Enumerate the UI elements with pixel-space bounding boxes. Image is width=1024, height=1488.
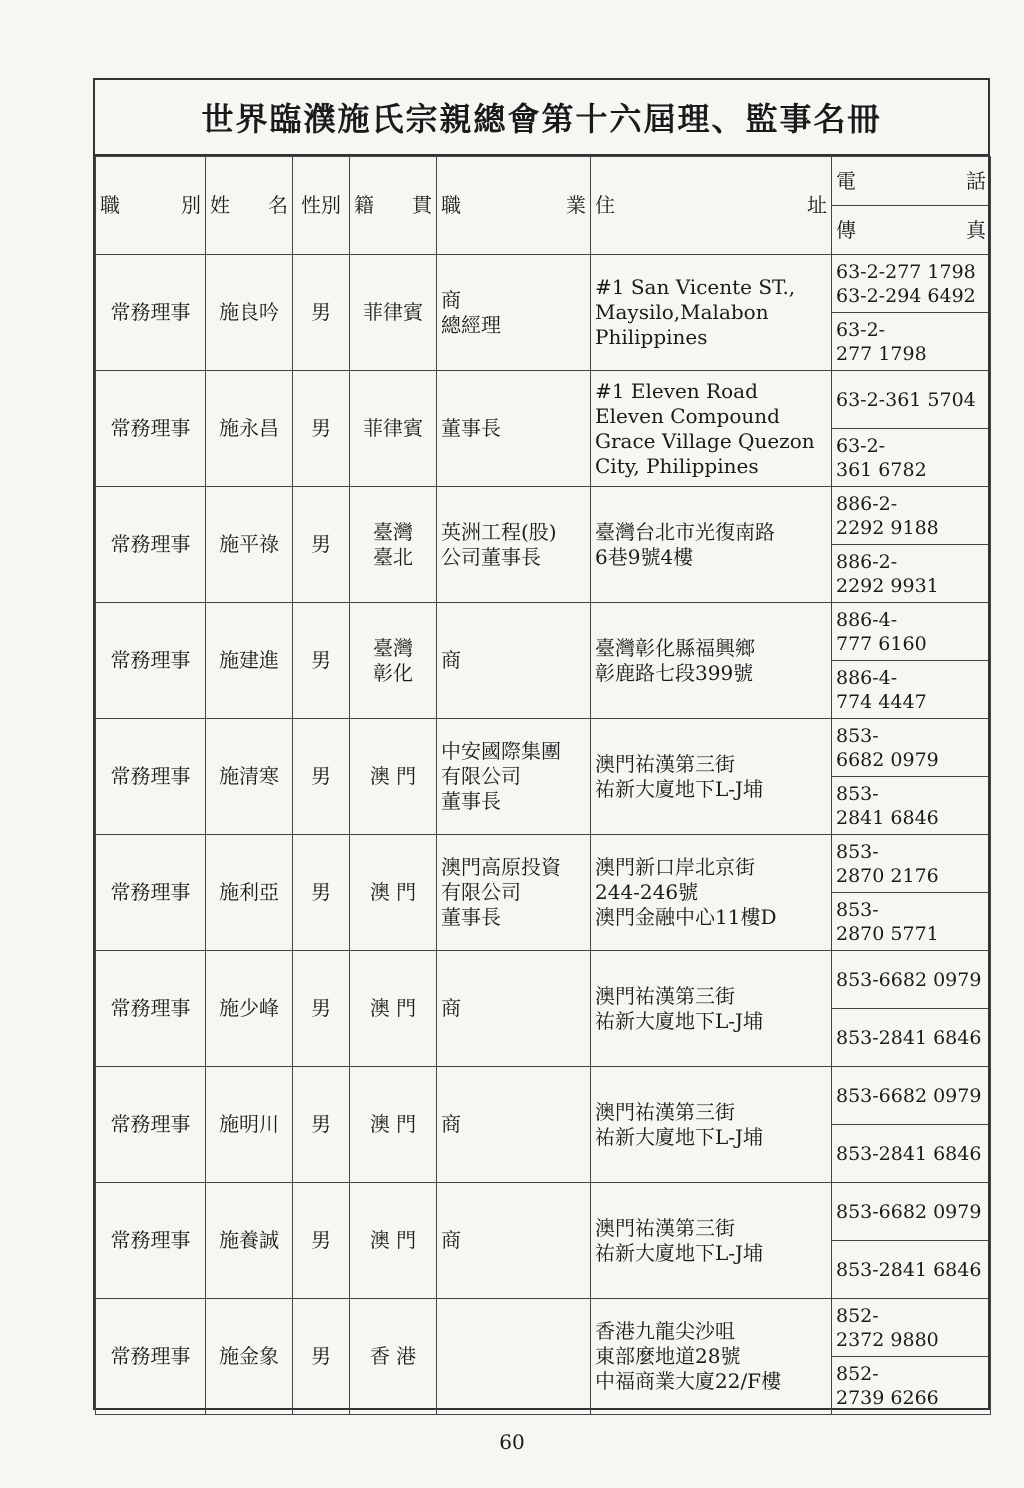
- cell-address: 澳門新口岸北京街 244-246號 澳門金融中心11樓D: [591, 835, 832, 951]
- cell-name: 施明川: [206, 1067, 293, 1183]
- table-row: [96, 1183, 991, 1241]
- cell-occupation: 商: [437, 951, 591, 1067]
- cell-address: 澳門祐漢第三街 祐新大廈地下L-J埔: [591, 951, 832, 1067]
- table-row: [96, 487, 991, 545]
- cell-occupation: [437, 1299, 591, 1415]
- header-name: 姓 名: [206, 157, 293, 255]
- header-origin: 籍 貫: [350, 157, 437, 255]
- page-number: 60: [499, 1430, 525, 1454]
- cell-name: 施清寒: [206, 719, 293, 835]
- cell-role: 常務理事: [96, 603, 206, 719]
- cell-origin: 臺灣 彰化: [350, 603, 437, 719]
- cell-fax: 853- 2841 6846: [832, 777, 991, 835]
- cell-phone: 852- 2372 9880: [832, 1299, 991, 1357]
- cell-name: 施建進: [206, 603, 293, 719]
- cell-role: 常務理事: [96, 1067, 206, 1183]
- cell-address: #1 Eleven Road Eleven Compound Grace Village Quezon City, Philippines: [591, 371, 832, 487]
- cell-origin: 澳 門: [350, 835, 437, 951]
- cell-occupation: 商 總經理: [437, 255, 591, 371]
- cell-origin: 臺灣 臺北: [350, 487, 437, 603]
- cell-role: 常務理事: [96, 1299, 206, 1415]
- table-row: [96, 255, 991, 313]
- header-address: 住 址: [591, 157, 832, 255]
- cell-gender: 男: [293, 487, 350, 603]
- cell-gender: 男: [293, 371, 350, 487]
- cell-address: 澳門祐漢第三街 祐新大廈地下L-J埔: [591, 719, 832, 835]
- cell-role: 常務理事: [96, 487, 206, 603]
- cell-phone: 853-6682 0979: [832, 1183, 991, 1241]
- table-row: [96, 1067, 991, 1125]
- cell-gender: 男: [293, 1067, 350, 1183]
- cell-origin: 香 港: [350, 1299, 437, 1415]
- cell-gender: 男: [293, 951, 350, 1067]
- cell-phone: 853-6682 0979: [832, 951, 991, 1009]
- cell-fax: 63-2- 277 1798: [832, 313, 991, 371]
- cell-phone: 853- 2870 2176: [832, 835, 991, 893]
- header-phone: 電 話: [832, 157, 991, 206]
- cell-name: 施少峰: [206, 951, 293, 1067]
- cell-gender: 男: [293, 719, 350, 835]
- cell-name: 施金象: [206, 1299, 293, 1415]
- document-frame: [93, 78, 990, 1410]
- cell-gender: 男: [293, 835, 350, 951]
- header-occupation: 職 業: [437, 157, 591, 255]
- cell-role: 常務理事: [96, 255, 206, 371]
- cell-origin: 澳 門: [350, 951, 437, 1067]
- cell-fax: 886-2- 2292 9931: [832, 545, 991, 603]
- table-row: [96, 1299, 991, 1357]
- cell-origin: 澳 門: [350, 719, 437, 835]
- cell-origin: 菲律賓: [350, 371, 437, 487]
- cell-origin: 澳 門: [350, 1183, 437, 1299]
- cell-name: 施永昌: [206, 371, 293, 487]
- cell-fax: 886-4- 774 4447: [832, 661, 991, 719]
- cell-address: 香港九龍尖沙咀 東部麼地道28號 中福商業大廈22/F樓: [591, 1299, 832, 1415]
- table-row: [96, 951, 991, 1009]
- cell-role: 常務理事: [96, 1183, 206, 1299]
- cell-address: 臺灣彰化縣福興鄉 彰鹿路七段399號: [591, 603, 832, 719]
- cell-gender: 男: [293, 255, 350, 371]
- document-title: 世界臨濮施氏宗親總會第十六屆理、監事名冊: [95, 80, 988, 156]
- table-row: [96, 835, 991, 893]
- cell-address: 臺灣台北市光復南路 6巷9號4樓: [591, 487, 832, 603]
- cell-origin: 澳 門: [350, 1067, 437, 1183]
- cell-role: 常務理事: [96, 951, 206, 1067]
- cell-role: 常務理事: [96, 719, 206, 835]
- table-row: [96, 603, 991, 661]
- cell-gender: 男: [293, 1299, 350, 1415]
- cell-name: 施養誠: [206, 1183, 293, 1299]
- table-row: [96, 371, 991, 429]
- cell-address: 澳門祐漢第三街 祐新大廈地下L-J埔: [591, 1183, 832, 1299]
- cell-fax: 63-2- 361 6782: [832, 429, 991, 487]
- header-role: 職 別: [96, 157, 206, 255]
- cell-gender: 男: [293, 1183, 350, 1299]
- cell-fax: 852- 2739 6266: [832, 1357, 991, 1415]
- cell-occupation: 中安國際集團 有限公司 董事長: [437, 719, 591, 835]
- cell-gender: 男: [293, 603, 350, 719]
- cell-fax: 853-2841 6846: [832, 1241, 991, 1299]
- cell-fax: 853- 2870 5771: [832, 893, 991, 951]
- cell-role: 常務理事: [96, 835, 206, 951]
- cell-occupation: 商: [437, 603, 591, 719]
- header-fax: 傳 真: [832, 206, 991, 255]
- table-row: [96, 719, 991, 777]
- cell-occupation: 商: [437, 1067, 591, 1183]
- cell-phone: 853- 6682 0979: [832, 719, 991, 777]
- cell-occupation: 英洲工程(股) 公司董事長: [437, 487, 591, 603]
- cell-occupation: 董事長: [437, 371, 591, 487]
- cell-name: 施平祿: [206, 487, 293, 603]
- cell-origin: 菲律賓: [350, 255, 437, 371]
- roster-table: [95, 156, 991, 1415]
- cell-phone: 63-2-277 1798 63-2-294 6492: [832, 255, 991, 313]
- cell-address: #1 San Vicente ST., Maysilo,Malabon Philippines: [591, 255, 832, 371]
- cell-occupation: 澳門高原投資 有限公司 董事長: [437, 835, 591, 951]
- cell-phone: 886-2- 2292 9188: [832, 487, 991, 545]
- cell-name: 施良吟: [206, 255, 293, 371]
- cell-phone: 886-4- 777 6160: [832, 603, 991, 661]
- header-gender: 性別: [293, 157, 350, 255]
- cell-occupation: 商: [437, 1183, 591, 1299]
- cell-phone: 63-2-361 5704: [832, 371, 991, 429]
- cell-address: 澳門祐漢第三街 祐新大廈地下L-J埔: [591, 1067, 832, 1183]
- cell-phone: 853-6682 0979: [832, 1067, 991, 1125]
- cell-fax: 853-2841 6846: [832, 1009, 991, 1067]
- cell-fax: 853-2841 6846: [832, 1125, 991, 1183]
- cell-name: 施利亞: [206, 835, 293, 951]
- cell-role: 常務理事: [96, 371, 206, 487]
